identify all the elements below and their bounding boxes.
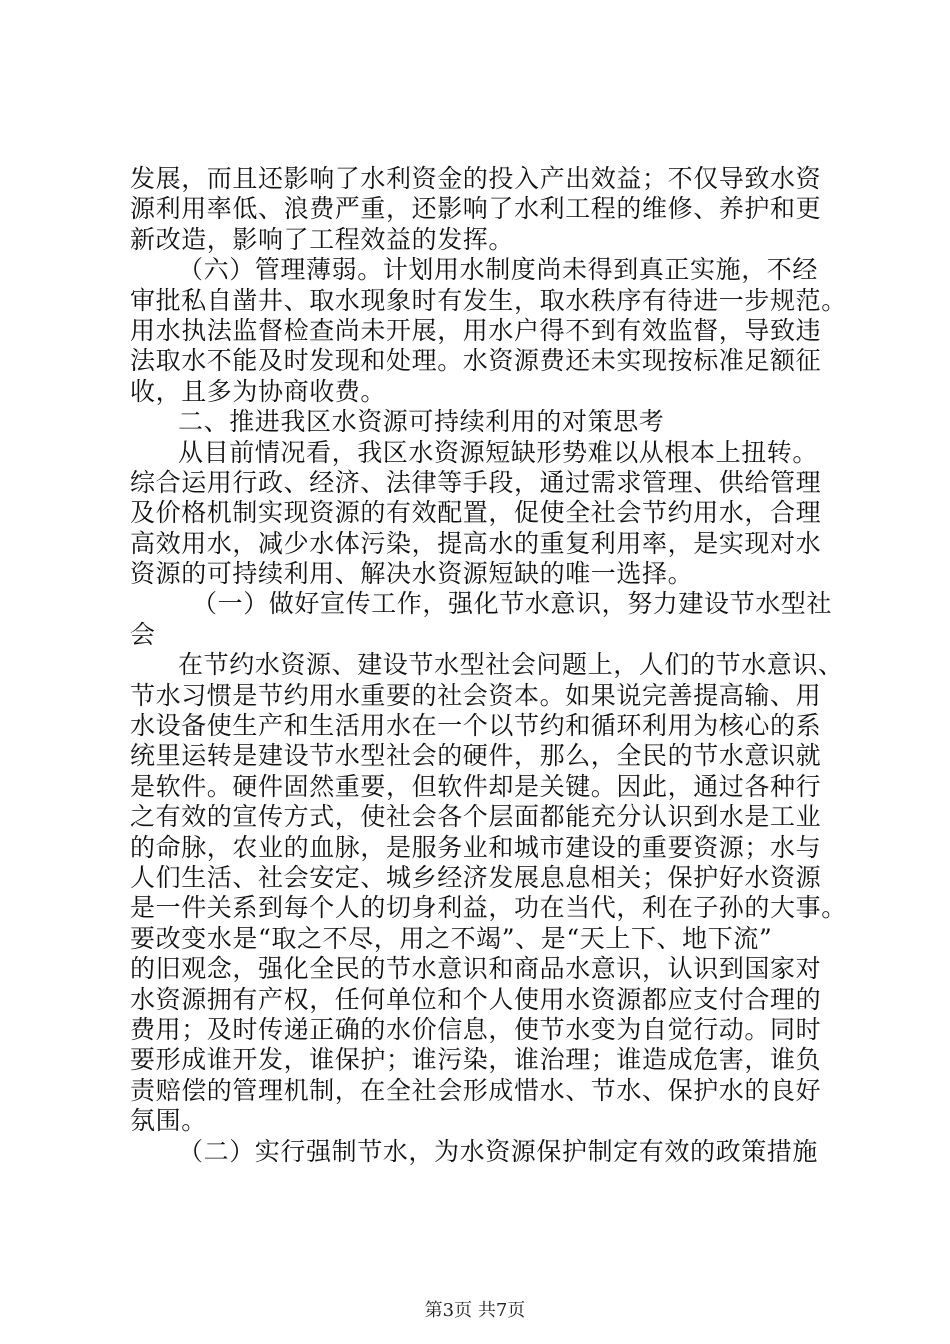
text-line: 水设备使生产和生活用水在一个以节约和循环利用为核心的系 — [130, 711, 822, 741]
text-line: 资源的可持续利用、解决水资源短缺的唯一选择。 — [130, 559, 694, 589]
page-footer — [0, 1300, 950, 1322]
text-line: 及价格机制实现资源的有效配置，促使全社会节约用水，合理 — [130, 498, 822, 528]
text-line: 综合运用行政、经济、法律等手段，通过需求管理、供给管理 — [130, 467, 822, 497]
text-line: 审批私自凿井、取水现象时有发生，取水秩序有待进一步规范。 — [130, 285, 847, 315]
text-line: 人们生活、社会安定、城乡经济发展息息相关；保护好水资源 — [130, 862, 822, 892]
text-line: 高效用水，减少水体污染，提高水的重复利用率，是实现对水 — [130, 528, 822, 558]
text-line: 源利用率低、浪费严重，还影响了水利工程的维修、养护和更 — [130, 194, 822, 224]
text-line: 水资源拥有产权，任何单位和个人使用水资源都应支付合理的 — [130, 984, 822, 1014]
page-indicator: 第3页 共7页 — [424, 1300, 526, 1321]
text-line: （六）管理薄弱。计划用水制度尚未得到真正实施，不经 — [178, 255, 819, 285]
text-line: 二、推进我区水资源可持续利用的对策思考 — [178, 407, 665, 437]
text-line: （二）实行强制节水，为水资源保护制定有效的政策措施 — [178, 1136, 819, 1166]
text-line: 用水执法监督检查尚未开展，用水户得不到有效监督，导致违 — [130, 315, 822, 345]
text-line: 会 — [130, 619, 156, 649]
document-body — [130, 164, 850, 1167]
text-line: 节水习惯是节约用水重要的社会资本。如果说完善提高输、用 — [130, 680, 822, 710]
text-line: 的旧观念，强化全民的节水意识和商品水意识，认识到国家对 — [130, 954, 822, 984]
text-line: 责赔偿的管理机制，在全社会形成惜水、节水、保护水的良好 — [130, 1075, 822, 1105]
text-line: 新改造，影响了工程效益的发挥。 — [130, 224, 515, 254]
text-line: 氛围。 — [130, 1106, 207, 1136]
text-line: 法取水不能及时发现和处理。水资源费还未实现按标准足额征 — [130, 346, 822, 376]
text-line: 发展，而且还影响了水利资金的投入产出效益；不仅导致水资 — [130, 164, 822, 193]
text-line: 统里运转是建设节水型社会的硬件，那么，全民的节水意识就 — [130, 741, 822, 771]
text-line: 的命脉，农业的血脉，是服务业和城市建设的重要资源；水与 — [130, 832, 822, 862]
text-line: （一）做好宣传工作，强化节水意识，努力建设节水型社 — [192, 589, 833, 619]
text-line: 是一件关系到每个人的切身利益，功在当代，利在子孙的大事。 — [130, 893, 847, 923]
text-line: 在节约水资源、建设节水型社会问题上，人们的节水意识、 — [178, 650, 844, 680]
text-line: 之有效的宣传方式，使社会各个层面都能充分认识到水是工业 — [130, 802, 822, 832]
text-line: 收，且多为协商收费。 — [130, 376, 387, 406]
text-line: 要改变水是“取之不尽，用之不竭”、是“天上下、地下流” — [130, 923, 773, 953]
text-line: 是软件。硬件固然重要，但软件却是关键。因此，通过各种行 — [130, 771, 822, 801]
text-line: 要形成谁开发，谁保护；谁污染，谁治理；谁造成危害，谁负 — [130, 1045, 822, 1075]
text-line: 从目前情况看，我区水资源短缺形势难以从根本上扭转。 — [178, 437, 819, 467]
text-line: 费用；及时传递正确的水价信息，使节水变为自觉行动。同时 — [130, 1014, 822, 1044]
